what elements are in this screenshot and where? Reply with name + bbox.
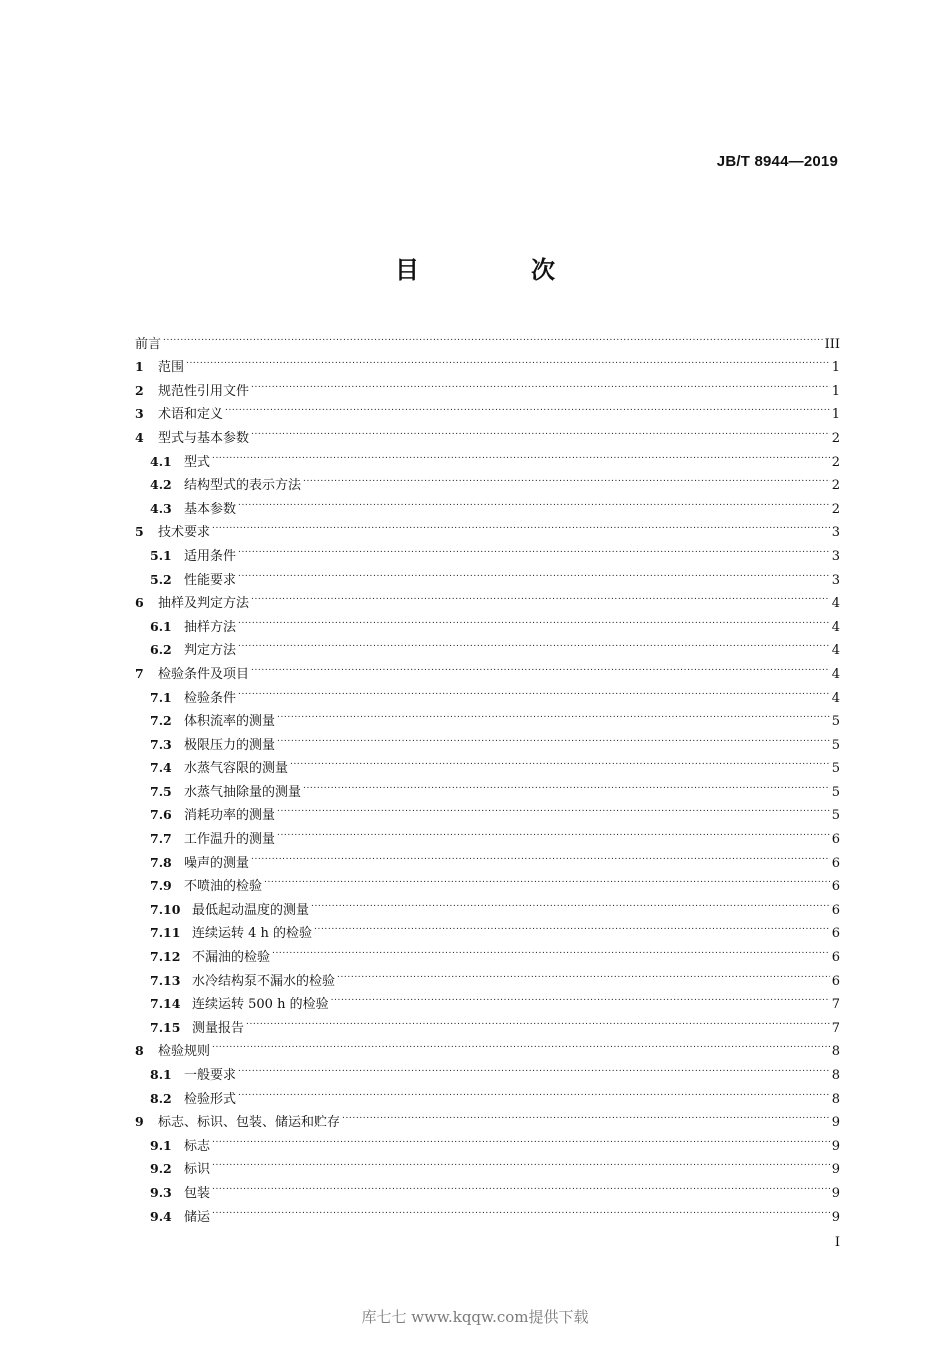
toc-entry-title: 储运	[184, 1209, 211, 1225]
toc-dot-leader	[212, 1032, 830, 1056]
toc-dot-leader	[303, 466, 830, 490]
toc-entry[interactable]	[135, 442, 840, 470]
toc-entry-title: 不漏油的检验	[192, 950, 271, 966]
toc-entry-title: 一般要求	[184, 1068, 237, 1083]
toc-entry-title: 消耗功率的测量	[184, 808, 276, 824]
toc-dot-leader	[238, 678, 830, 702]
toc-entry-number: 7.8	[150, 854, 172, 870]
toc-entry-title: 标志、标识、包装、储运和贮存	[158, 1115, 341, 1131]
toc-entry-number: 4.2	[150, 477, 172, 493]
toc-entry-title: 型式	[184, 454, 211, 470]
toc-entry-number: 1	[135, 359, 144, 375]
toc-entry-number: 7.15	[150, 1019, 181, 1035]
toc-dot-leader	[238, 1055, 830, 1079]
toc-dot-leader	[331, 985, 830, 1009]
toc-entry-number: 9.4	[150, 1208, 172, 1224]
toc-entry-page: 6	[831, 950, 840, 966]
toc-entry-number: 8.2	[150, 1090, 172, 1106]
toc-entry-title: 工作温升的测量	[184, 832, 276, 848]
toc-entry-page: 2	[831, 454, 840, 470]
toc-entry-page: 6	[831, 902, 840, 918]
toc-entry[interactable]	[135, 466, 840, 494]
toc-entry-title: 结构型式的表示方法	[184, 478, 302, 494]
toc-entry-page: 3	[831, 525, 840, 541]
toc-entry-title: 性能要求	[184, 572, 237, 588]
toc-entry-title: 水冷结构泵不漏水的检验	[192, 973, 336, 989]
toc-entry[interactable]	[135, 1032, 840, 1060]
toc-entry-page: 9	[831, 1209, 840, 1225]
toc-entry-number: 7.3	[150, 736, 172, 752]
toc-dot-leader	[225, 395, 830, 419]
toc-entry-page: 5	[831, 761, 840, 777]
toc-entry-number: 7.4	[150, 760, 172, 776]
toc-entry-title: 规范性引用文件	[158, 383, 250, 399]
toc-entry-number: 7	[135, 665, 144, 681]
toc-dot-leader	[314, 914, 830, 938]
toc-entry[interactable]	[135, 395, 840, 423]
toc-entry-page: 6	[831, 879, 840, 895]
toc-dot-leader	[290, 749, 830, 773]
toc-entry-number: 9.2	[150, 1161, 172, 1177]
toc-entry-page: 4	[831, 596, 840, 612]
download-watermark: 库七七 www.kqqw.com提供下载	[361, 1308, 589, 1326]
toc-entry-page: 8	[831, 1044, 840, 1060]
toc-entry-page: 6	[831, 855, 840, 871]
toc-dot-leader	[337, 961, 830, 985]
toc-entry-page: 2	[831, 478, 840, 494]
toc-entry[interactable]	[135, 654, 840, 682]
toc-entry-title: 极限压力的测量	[184, 737, 276, 753]
toc-entry-page: 1	[831, 360, 840, 376]
toc-entry-number: 7.11	[150, 925, 181, 941]
toc-entry-number: 7.9	[150, 878, 172, 894]
toc-entry-title: 包装	[184, 1185, 211, 1201]
toc-dot-leader	[212, 1126, 830, 1150]
toc-entry-title: 噪声的测量	[184, 855, 250, 871]
toc-entry-title: 标识	[184, 1162, 211, 1178]
toc-entry-title: 检验规则	[158, 1044, 211, 1060]
toc-entry-title: 适用条件	[184, 548, 237, 564]
toc-entry[interactable]	[135, 324, 840, 352]
toc-entry-title: 水蒸气容限的测量	[184, 761, 289, 777]
toc-entry-title: 最低起动温度的测量	[192, 902, 310, 918]
toc-entry-number: 7.10	[150, 901, 181, 917]
toc-entry-page: 7	[831, 1020, 840, 1036]
toc-entry-page: 9	[831, 1115, 840, 1131]
toc-entry-number: 4.3	[150, 500, 172, 516]
table-of-contents	[135, 324, 840, 1225]
toc-entry-page: 6	[831, 926, 840, 942]
toc-entry-number: 5.2	[150, 571, 172, 587]
toc-dot-leader	[277, 702, 830, 726]
toc-entry-page: 3	[831, 548, 840, 564]
toc-dot-leader	[251, 584, 830, 608]
toc-entry[interactable]	[135, 348, 840, 376]
toc-entry[interactable]	[135, 584, 840, 612]
toc-entry-title: 型式与基本参数	[158, 430, 250, 446]
toc-dot-leader	[342, 1103, 830, 1127]
toc-entry-title: 抽样及判定方法	[158, 596, 250, 612]
toc-entry[interactable]	[135, 1197, 840, 1225]
toc-entry-number: 9.3	[150, 1184, 172, 1200]
toc-entry-number: 7.7	[150, 831, 172, 847]
toc-entry[interactable]	[135, 607, 840, 635]
toc-dot-leader	[311, 890, 830, 914]
toc-entry-page: 8	[831, 1091, 840, 1107]
toc-dot-leader	[163, 324, 823, 348]
toc-entry[interactable]	[135, 418, 840, 446]
toc-dot-leader	[238, 607, 830, 631]
toc-entry-page: 4	[831, 666, 840, 682]
toc-entry-page: 6	[831, 832, 840, 848]
toc-entry-number: 7.1	[150, 689, 172, 705]
toc-entry[interactable]	[135, 1126, 840, 1154]
toc-entry-title: 术语和定义	[158, 407, 224, 423]
toc-entry-number: 5.1	[150, 547, 172, 563]
toc-entry-page: 1	[831, 407, 840, 423]
toc-entry-title: 水蒸气抽除量的测量	[184, 784, 302, 800]
toc-entry[interactable]	[135, 1103, 840, 1131]
toc-entry[interactable]	[135, 1055, 840, 1083]
toc-entry-page: 2	[831, 430, 840, 446]
toc-entry-number: 6.1	[150, 618, 172, 634]
toc-dot-leader	[238, 1079, 830, 1103]
toc-dot-leader	[238, 536, 830, 560]
toc-entry-title: 连续运转 4 h 的检验	[192, 926, 313, 942]
toc-entry[interactable]	[135, 513, 840, 541]
toc-dot-leader	[238, 560, 830, 584]
toc-dot-leader	[212, 442, 830, 466]
toc-dot-leader	[251, 843, 830, 867]
toc-dot-leader	[246, 1008, 830, 1032]
toc-entry-page: 7	[831, 997, 840, 1013]
toc-entry[interactable]	[135, 702, 840, 730]
toc-entry-number: 5	[135, 524, 144, 540]
toc-entry-title: 检验形式	[184, 1091, 237, 1107]
toc-entry-title: 体积流率的测量	[184, 714, 276, 730]
toc-entry-number: 9.1	[150, 1137, 172, 1153]
toc-entry-number: 2	[135, 382, 144, 398]
toc-title: 目 次	[395, 256, 599, 284]
toc-entry[interactable]	[135, 631, 840, 659]
toc-entry-title: 连续运转 500 h 的检验	[192, 997, 329, 1013]
toc-entry-page: 5	[831, 714, 840, 730]
toc-dot-leader	[212, 1150, 830, 1174]
toc-entry[interactable]	[135, 536, 840, 564]
toc-entry[interactable]	[135, 1173, 840, 1201]
toc-entry-title: 测量报告	[192, 1020, 245, 1036]
toc-entry[interactable]	[135, 678, 840, 706]
toc-entry-page: 5	[831, 808, 840, 824]
toc-entry-page: 9	[831, 1138, 840, 1154]
toc-entry-number: 7.14	[150, 996, 181, 1012]
toc-dot-leader	[186, 348, 830, 372]
toc-entry-number: 7.2	[150, 713, 172, 729]
toc-dot-leader	[251, 371, 830, 395]
toc-entry-number: 4.1	[150, 453, 172, 469]
toc-entry-number: 6.2	[150, 642, 172, 658]
toc-dot-leader	[277, 796, 830, 820]
toc-dot-leader	[303, 772, 830, 796]
toc-entry-title: 技术要求	[158, 525, 211, 541]
toc-dot-leader	[277, 725, 830, 749]
toc-entry-title: 判定方法	[184, 643, 237, 659]
toc-entry-title: 范围	[158, 360, 185, 376]
toc-entry-title: 检验条件及项目	[158, 666, 250, 682]
standard-code: JB/T 8944—2019	[716, 153, 838, 170]
toc-entry-page: 5	[831, 737, 840, 753]
toc-dot-leader	[264, 867, 830, 891]
toc-entry-page: 8	[831, 1068, 840, 1083]
toc-entry-page: III	[824, 336, 840, 352]
toc-entry[interactable]	[135, 371, 840, 399]
toc-entry-page: 5	[831, 784, 840, 800]
toc-entry-number: 7.6	[150, 807, 172, 823]
page-number: I	[834, 1235, 840, 1250]
toc-entry[interactable]	[135, 1079, 840, 1107]
toc-entry-number: 9	[135, 1114, 144, 1130]
toc-entry-number: 8.1	[150, 1067, 172, 1082]
toc-entry-title: 不喷油的检验	[184, 879, 263, 895]
toc-entry-number: 4	[135, 429, 144, 445]
toc-entry-number: 7.5	[150, 783, 172, 799]
toc-dot-leader	[212, 1197, 830, 1221]
toc-entry-page: 4	[831, 690, 840, 706]
toc-entry-number: 6	[135, 595, 144, 611]
toc-dot-leader	[238, 631, 830, 655]
toc-dot-leader	[212, 1173, 830, 1197]
toc-entry-page: 9	[831, 1162, 840, 1178]
toc-dot-leader	[238, 489, 830, 513]
toc-dot-leader	[277, 819, 830, 843]
toc-entry-title: 基本参数	[184, 501, 237, 517]
toc-entry[interactable]	[135, 489, 840, 517]
toc-entry-title: 抽样方法	[184, 619, 237, 635]
toc-entry-title: 检验条件	[184, 690, 237, 706]
toc-entry-number: 7.12	[150, 949, 181, 965]
toc-entry-page: 4	[831, 643, 840, 659]
toc-entry-page: 2	[831, 501, 840, 517]
toc-entry[interactable]	[135, 1150, 840, 1178]
toc-entry-title: 标志	[184, 1138, 211, 1154]
toc-entry-page: 4	[831, 619, 840, 635]
toc-entry-page: 9	[831, 1185, 840, 1201]
toc-entry-page: 6	[831, 973, 840, 989]
toc-entry-title: 前言	[135, 336, 162, 352]
toc-entry-number: 7.13	[150, 972, 181, 988]
toc-entry-number: 3	[135, 406, 144, 422]
toc-entry-number: 8	[135, 1043, 144, 1059]
toc-entry-page: 1	[831, 383, 840, 399]
toc-dot-leader	[251, 418, 830, 442]
toc-dot-leader	[272, 937, 830, 961]
toc-entry-page: 3	[831, 572, 840, 588]
toc-entry[interactable]	[135, 560, 840, 588]
toc-dot-leader	[212, 513, 830, 537]
toc-dot-leader	[251, 654, 830, 678]
